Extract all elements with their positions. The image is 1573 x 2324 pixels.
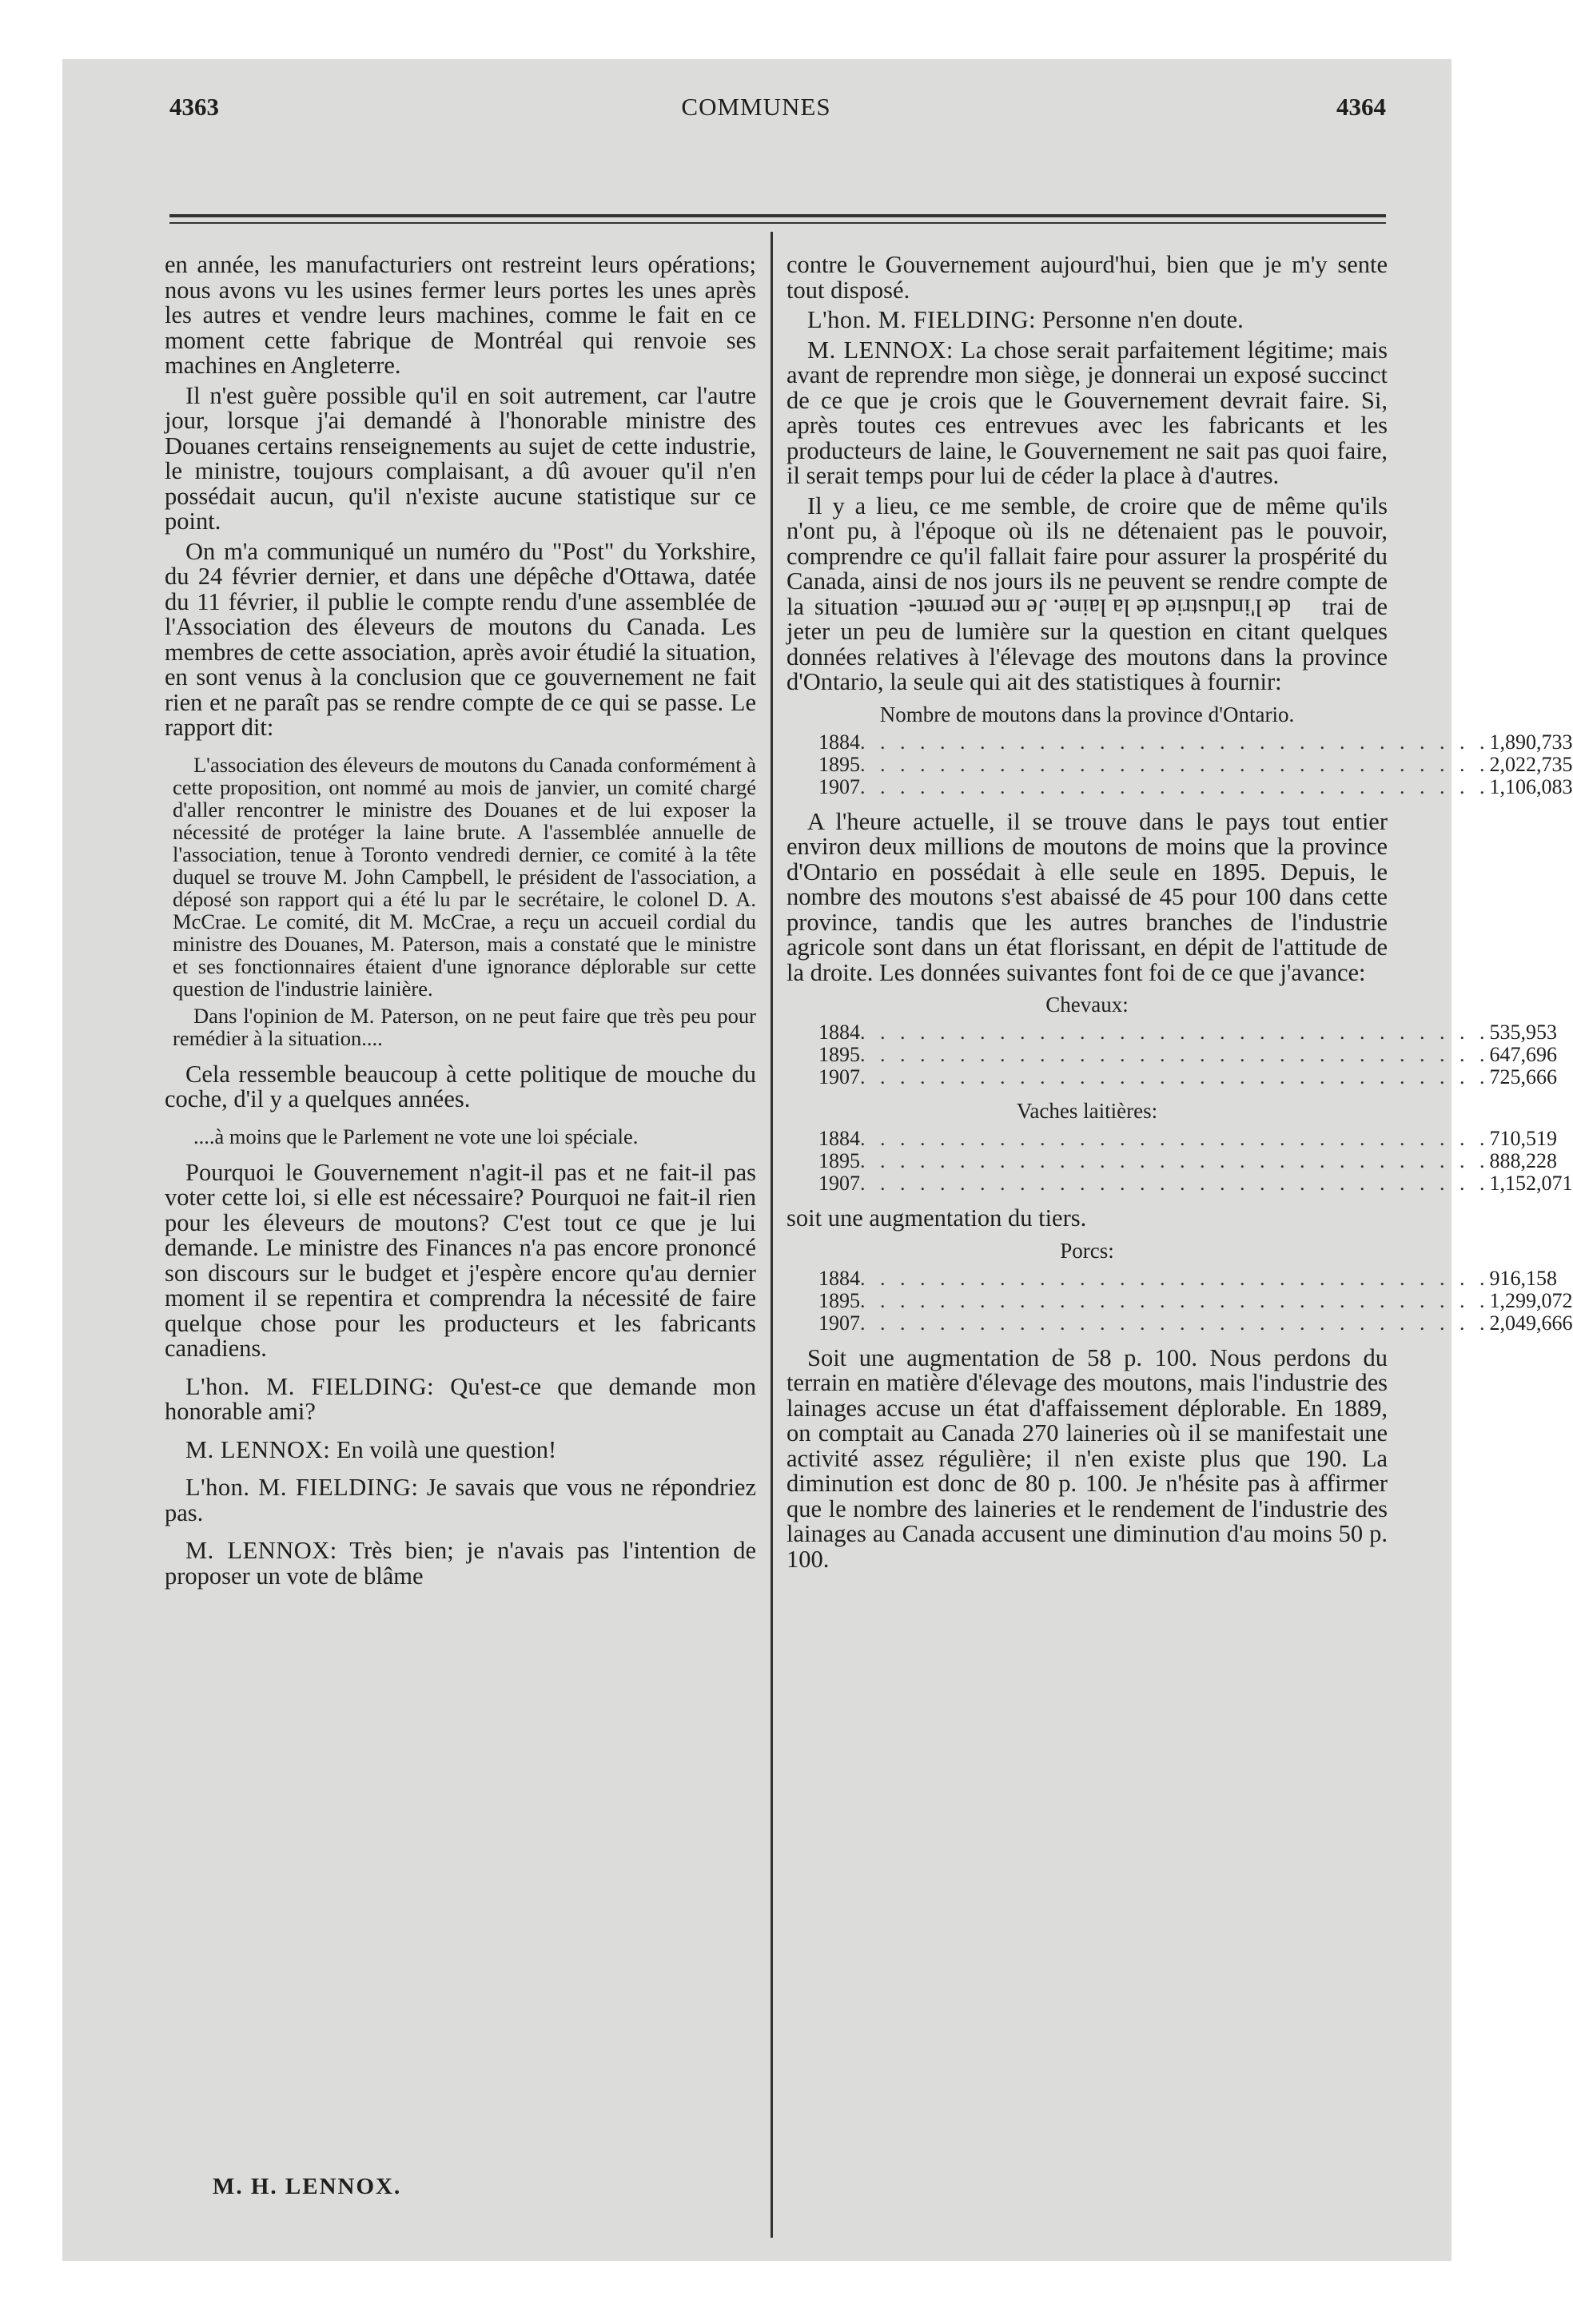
paragraph: Cela ressemble beaucoup à cette politique de mouche du coche, d'il y a quelques années.	[165, 1060, 756, 1112]
table-row	[818, 752, 1573, 776]
quotation: Dans l'opinion de M. Paterson, on ne peut faire que très peu pour remédier à la situation....	[173, 1003, 756, 1050]
leader-dots: . . . . . . . . . . . . . . . . . . . . . . . . . . . . . . . .	[860, 1266, 1490, 1290]
page-number-right: 4364	[1336, 93, 1386, 121]
page-signature: M. H. LENNOX.	[213, 2174, 402, 2199]
speaker-name: L'hon. M. FIELDING:	[185, 1474, 419, 1501]
table-row	[818, 730, 1573, 754]
quotation: ....à moins que le Parlement ne vote une loi spéciale.	[193, 1124, 639, 1148]
statistics-table	[818, 1127, 1573, 1195]
value-cell: 888,228	[1489, 1149, 1557, 1172]
table-row	[818, 774, 1573, 798]
table-row	[818, 1311, 1573, 1335]
quotation: L'association des éleveurs de moutons du Canada conformément à cette proposition, ont nommé au mois de janvier, un comité chargé d'aller rencontrer le ministre des Douanes et de lui exposer la nécessité de protéger la laine brute. A l'assemblée annuelle de l'association, tenue à Toronto vendredi dernier, ce comité à la tête duquel se trouve M. John Campbell, le président de l'association, a déposé son rapport qui a été lu par le secrétaire, le colonel D. A. McCrae. Le comité, dit M. McCrae, a reçu un accueil cordial du ministre des Douanes, M. Paterson, mais a constaté que le ministre et ses fonctionnaires étaient d'une ignorance déplorable sur cette question de l'industrie lainière.	[173, 752, 756, 1001]
year-cell: 1884	[818, 730, 860, 754]
leader-dots: . . . . . . . . . . . . . . . . . . . . . . . . . . . . . . . .	[860, 730, 1490, 754]
year-cell: 1884	[818, 1021, 860, 1044]
paragraph: en année, les manufacturiers ont restreint leurs opérations; nous avons vu les usines fermer leurs portes les unes après les autres et vendre leurs machines, comme le fait en ce moment cette fabrique de Montréal qui renvoie ses machines en Angleterre.	[165, 251, 756, 379]
paragraph: Il n'est guère possible qu'il en soit autrement, car l'autre jour, lorsque j'ai demandé à l'honorable ministre des Douanes certains renseignements au sujet de cette industrie, le ministre, toujours complaisant, a dû avouer qu'il n'en possédait aucun, qu'il n'existe aucune statistique sur ce point.	[165, 381, 756, 535]
speech-text: Qu'est-ce que demande mon honorable ami?	[165, 1372, 757, 1425]
paragraph: A l'heure actuelle, il se trouve dans le pays tout entier environ deux millions de moutons de moins que la province d'Ontario en possédait à elle seule en 1895. Depuis, le nombre des moutons s'est abaissé de 45 pour 100 dans cette province, tandis que les autres branches de l'industrie agricole sont dans un état florissant, en dépit de l'attitude de la droite. Les données suivantes font foi de ce que j'avance:	[786, 807, 1388, 986]
speaker-name: M. LENNOX:	[185, 1537, 337, 1564]
speech-text: Très bien; je n'avais pas l'intention de proposer un vote de blâme	[165, 1537, 756, 1590]
paragraph-text: Il y a lieu, ce me semble, de croire que de même qu'ils n'ont pu, à l'époque où ils ne détenaient pas le pouvoir, comprendre ce qu'il fallait faire pour assurer la prospérité du Canada, ainsi de nos jours ils ne peuvent se rendre compte de la situation	[786, 491, 1388, 620]
leader-dots: . . . . . . . . . . . . . . . . . . . . . . . . . . . . . . . .	[860, 1172, 1490, 1195]
value-cell: 1,890,733	[1489, 730, 1573, 754]
leader-dots: . . . . . . . . . . . . . . . . . . . . . . . . . . . . . . . .	[860, 1288, 1490, 1312]
speech-text: La chose serait parfaitement légitime; mais avant de reprendre mon siège, je donnerai un exposé succinct de ce que je crois que le Gouvernement devrait faire. Si, après toutes ces entrevues avec les fabricants et les producteurs de laine, le Gouvernement ne sait pas quoi faire, il serait temps pour lui de céder la place à d'autres.	[786, 336, 1388, 489]
header-rule	[169, 214, 1386, 217]
value-cell: 916,158	[1489, 1266, 1557, 1290]
speech	[165, 1475, 756, 1526]
year-cell: 1907	[818, 1172, 860, 1195]
year-cell: 1907	[818, 774, 860, 798]
speech-text: Personne n'en doute.	[1036, 306, 1244, 333]
value-cell: 725,666	[1489, 1065, 1557, 1088]
table-title: Nombre de moutons dans la province d'Ontario.	[879, 702, 1295, 726]
speaker-name: M. LENNOX:	[807, 336, 954, 364]
value-cell: 1,299,072	[1489, 1288, 1573, 1312]
value-cell: 535,953	[1489, 1021, 1557, 1044]
table-title: Porcs:	[1060, 1238, 1114, 1263]
leader-dots: . . . . . . . . . . . . . . . . . . . . . . . . . . . . . . . .	[860, 774, 1490, 798]
leader-dots: . . . . . . . . . . . . . . . . . . . . . . . . . . . . . . . .	[860, 1021, 1490, 1044]
speech	[786, 338, 1388, 489]
leader-dots: . . . . . . . . . . . . . . . . . . . . . . . . . . . . . . . .	[860, 1065, 1490, 1088]
table-title: Chevaux:	[1045, 993, 1129, 1017]
value-cell: 2,049,666	[1489, 1311, 1573, 1335]
value-cell: 2,022,735	[1489, 752, 1573, 776]
table-title: Vaches laitières:	[1016, 1099, 1158, 1123]
table-row	[818, 1127, 1557, 1150]
year-cell: 1895	[818, 1288, 860, 1312]
speaker-name: M. LENNOX:	[185, 1435, 331, 1463]
left-column	[165, 253, 756, 1594]
leader-dots: . . . . . . . . . . . . . . . . . . . . . . . . . . . . . . . .	[860, 752, 1490, 776]
table-row	[818, 1288, 1573, 1312]
speech	[165, 1372, 757, 1425]
page-number-left: 4363	[169, 93, 219, 121]
leader-dots: . . . . . . . . . . . . . . . . . . . . . . . . . . . . . . . .	[860, 1149, 1490, 1172]
value-cell: 1,152,071	[1489, 1172, 1573, 1195]
paragraph-text: trai de jeter un peu de lumière sur la question en citant quelques données relatives à l'élevage des moutons dans la province d'Ontario, la seule qui ait des statistiques à fournir:	[786, 592, 1388, 695]
leader-dots: . . . . . . . . . . . . . . . . . . . . . . . . . . . . . . . .	[860, 1127, 1490, 1150]
leader-dots: . . . . . . . . . . . . . . . . . . . . . . . . . . . . . . . .	[860, 1311, 1490, 1335]
speaker-name: L'hon. M. FIELDING:	[185, 1372, 435, 1400]
year-cell: 1907	[818, 1311, 860, 1335]
year-cell: 1895	[818, 1043, 860, 1066]
table-row	[818, 1172, 1573, 1195]
speech-text: Je savais que vous ne répondriez pas.	[165, 1474, 756, 1526]
speech	[165, 1435, 756, 1463]
table-row	[818, 1266, 1557, 1290]
statistics-table	[818, 1021, 1557, 1088]
paragraph: Soit une augmentation de 58 p. 100. Nous perdons du terrain en matière d'élevage des moutons, mais l'industrie des lainages accuse un état d'affaissement déplorable. En 1889, on comptait au Canada 270 laineries où il se manifestait une activité assez régulière; il n'en existe plus que 190. La diminution est donc de 80 p. 100. Je n'hésite pas à affirmer que le nombre des laineries et le rendement de l'industrie des lainages au Canada accusent une diminution d'au moins 50 p. 100.	[786, 1343, 1388, 1573]
value-cell: 647,696	[1489, 1043, 1557, 1066]
year-cell: 1895	[818, 1149, 860, 1172]
column-divider	[771, 232, 773, 2238]
speech-text: En voilà une question!	[330, 1435, 557, 1463]
table-row	[818, 1065, 1557, 1088]
year-cell: 1895	[818, 752, 860, 776]
speaker-name: L'hon. M. FIELDING:	[807, 306, 1037, 333]
leader-dots: . . . . . . . . . . . . . . . . . . . . . . . . . . . . . . . .	[860, 1043, 1490, 1066]
paragraph: contre le Gouvernement aujourd'hui, bien que je m'y sente tout disposé.	[786, 251, 1388, 304]
speech	[165, 1538, 756, 1589]
statistics-table	[818, 730, 1573, 798]
paragraph: Pourquoi le Gouvernement n'agit-il pas et ne fait-il pas voter cette loi, si elle est nécessaire? Pourquoi ne fait-il rien pour les éleveurs de moutons? C'est tout ce que je lui demande. Le ministre des Finances n'a pas encore prononcé son discours sur le budget et j'espère encore qu'au dernier moment il se repentira et comprendra la nécessité de faire quelque chose pour les producteurs et les fabricants canadiens.	[165, 1158, 756, 1362]
running-title: COMMUNES	[681, 93, 831, 121]
header-rule-thin	[169, 222, 1386, 224]
inverted-line: de l'industrie de la laine. Je me permet-	[908, 594, 1291, 621]
statistics-table	[818, 1266, 1573, 1335]
table-row	[818, 1043, 1557, 1066]
year-cell: 1907	[818, 1065, 860, 1088]
table-row	[818, 1149, 1557, 1172]
right-column	[786, 251, 1573, 1577]
paragraph: On m'a communiqué un numéro du "Post" du Yorkshire, du 24 février dernier, et dans une dépêche d'Ottawa, datée du 11 février, il publie le compte rendu d'une assemblée de l'Association des éleveurs de moutons du Canada. Les membres de cette association, après avoir étudié la situation, en sont venus à la conclusion que ce gouvernement ne fait rien et ne paraît pas se rendre compte de ce qui se passe. Le rapport dit:	[165, 537, 756, 741]
table-row	[818, 1021, 1557, 1044]
year-cell: 1884	[818, 1127, 860, 1150]
speech	[786, 308, 1388, 333]
value-cell: 1,106,083	[1489, 774, 1573, 798]
year-cell: 1884	[818, 1266, 860, 1290]
value-cell: 710,519	[1489, 1127, 1557, 1150]
paragraph: soit une augmentation du tiers.	[786, 1204, 1087, 1232]
paragraph	[786, 491, 1388, 695]
